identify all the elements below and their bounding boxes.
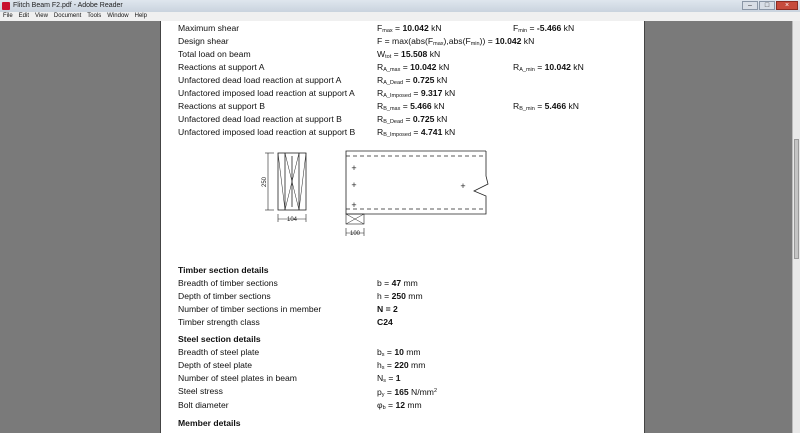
ib-sub: B_Imposed — [383, 132, 412, 138]
ra-max-eq: = — [400, 62, 411, 72]
timber-number-label: Number of timber sections in member — [178, 304, 322, 314]
close-button[interactable]: × — [776, 1, 798, 10]
ra-min-unit: kN — [570, 62, 584, 72]
tg-val: C24 — [377, 317, 393, 327]
ss-val: 165 — [394, 387, 409, 397]
total-load-label: Total load on beam — [178, 49, 251, 59]
title-bar — [0, 0, 800, 12]
bd-val: 12 — [395, 400, 405, 410]
dead-a-label: Unfactored dead load reaction at support A — [178, 75, 342, 85]
da-eq: = — [403, 75, 413, 85]
steel-stress-value — [377, 386, 437, 400]
max-shear-label: Maximum shear — [178, 23, 240, 33]
rb-max-sym: R — [377, 101, 384, 111]
db-sym: R — [377, 114, 384, 124]
ra-min-sym: R — [513, 62, 520, 72]
sn-eq: = — [385, 373, 396, 383]
menu-view[interactable]: View — [35, 13, 48, 19]
bd-sub: b — [382, 405, 386, 411]
fmax-value: 10.042 — [402, 23, 429, 33]
menu-edit[interactable]: Edit — [18, 13, 30, 19]
ss-sup: 2 — [433, 388, 438, 394]
ds-s2: min — [470, 41, 480, 47]
sb-eq: = — [384, 347, 395, 357]
timber-grade-value — [377, 317, 393, 327]
td-pre: h = — [377, 291, 392, 301]
ds-unit: kN — [521, 36, 535, 46]
fmin-sub: min — [518, 28, 528, 34]
ia-sub: A_Imposed — [383, 93, 412, 99]
max-shear-fmax — [377, 23, 442, 36]
ds-b: ),abs(F — [443, 36, 471, 46]
rb-min-sub: B_min — [519, 106, 535, 112]
scrollbar-thumb[interactable] — [794, 139, 799, 259]
sn-sym: N — [377, 373, 384, 383]
ra-max-sub: A_max — [383, 67, 401, 73]
adobe-reader-icon — [2, 2, 10, 10]
pdf-page — [160, 21, 645, 433]
react-b-max — [377, 101, 445, 114]
timber-heading: Timber section details — [178, 265, 269, 275]
fmin-symbol: F — [513, 23, 519, 33]
fmax-unit: kN — [428, 23, 442, 33]
menu-bar — [0, 12, 800, 21]
rb-min-sym: R — [513, 101, 520, 111]
ia-val: 9.317 — [420, 88, 443, 98]
react-a-min — [513, 62, 584, 75]
rb-max-eq: = — [400, 101, 411, 111]
tl-eq: = — [391, 49, 402, 59]
tb-val: 47 — [391, 278, 402, 288]
maximize-button[interactable]: □ — [759, 1, 775, 10]
tl-unit: kN — [427, 49, 441, 59]
db-unit: kN — [434, 114, 448, 124]
member-heading: Member details — [178, 418, 241, 428]
sn-val: 1 — [395, 373, 401, 383]
rb-min-eq: = — [534, 101, 545, 111]
design-shear-label: Design shear — [178, 36, 229, 46]
bd-unit: mm — [405, 400, 422, 410]
fmin-eq: = — [527, 23, 537, 33]
steel-depth-value — [377, 360, 425, 373]
da-sub: A_Dead — [383, 80, 404, 86]
imp-b-label: Unfactored imposed load reaction at support B — [178, 127, 356, 137]
ds-a: F = max(abs(F — [377, 36, 434, 46]
sb-val: 10 — [394, 347, 404, 357]
ia-unit: kN — [442, 88, 456, 98]
bolt-mark-4: + — [460, 181, 466, 191]
steel-breadth-label: Breadth of steel plate — [178, 347, 260, 357]
fmin-value: -5.466 — [536, 23, 562, 33]
timber-depth-value — [377, 291, 423, 301]
menu-window[interactable]: Window — [107, 13, 129, 19]
dead-b-value — [377, 114, 447, 127]
da-unit: kN — [434, 75, 448, 85]
td-unit: mm — [405, 291, 423, 301]
steel-stress-label: Steel stress — [178, 386, 223, 396]
da-val: 0.725 — [412, 75, 435, 85]
ds-val: 10.042 — [495, 36, 522, 46]
ss-sym: p — [377, 387, 382, 397]
menu-document[interactable]: Document — [53, 13, 82, 19]
dead-b-label: Unfactored dead load reaction at support B — [178, 114, 342, 124]
td-val: 250 — [391, 291, 406, 301]
timber-depth-label: Depth of timber sections — [178, 291, 271, 301]
steel-depth-label: Depth of steel plate — [178, 360, 253, 370]
ia-sym: R — [377, 88, 384, 98]
bolt-mark-1: + — [351, 180, 357, 190]
db-eq: = — [403, 114, 413, 124]
sb-sym: b — [377, 347, 382, 357]
imp-a-value — [377, 88, 455, 101]
beam-elevation — [346, 151, 488, 224]
react-b-min — [513, 101, 579, 114]
dim-104-text: 104 — [286, 217, 298, 223]
fmax-symbol: F — [377, 23, 383, 33]
tn-pre: N = — [377, 304, 393, 314]
sd-sub: s — [381, 365, 385, 371]
tl-val: 15.508 — [401, 49, 428, 59]
beam-section-diagram — [256, 146, 506, 241]
ss-sub: y — [381, 392, 385, 398]
document-viewer[interactable] — [0, 21, 792, 433]
timber-grade-label: Timber strength class — [178, 317, 260, 327]
fmax-sub: max — [382, 28, 393, 34]
bolt-mark-2: + — [351, 200, 357, 210]
sd-sym: h — [377, 360, 382, 370]
ra-min-val: 10.042 — [544, 62, 571, 72]
max-shear-fmin — [513, 23, 574, 36]
timber-breadth-label: Breadth of timber sections — [178, 278, 278, 288]
steel-number-label: Number of steel plates in beam — [178, 373, 297, 383]
bolt-mark-5: + — [351, 163, 357, 173]
total-load-value — [377, 49, 440, 62]
steel-number-value — [377, 373, 401, 386]
tl-sub: tot — [385, 54, 392, 60]
bolt-diameter-value — [377, 400, 422, 413]
rb-min-val: 5.466 — [544, 101, 567, 111]
bd-eq: = — [385, 400, 396, 410]
ra-max-unit: kN — [436, 62, 450, 72]
dim-250-text: 250 — [262, 176, 268, 188]
ra-min-sub: A_min — [519, 67, 535, 73]
ib-unit: kN — [442, 127, 456, 137]
db-val: 0.725 — [412, 114, 435, 124]
dead-a-value — [377, 75, 447, 88]
timber-number-value — [377, 304, 398, 314]
react-a-label: Reactions at support A — [178, 62, 265, 72]
react-a-max — [377, 62, 449, 75]
design-shear-value — [377, 36, 534, 49]
ra-max-sym: R — [377, 62, 384, 72]
react-b-label: Reactions at support B — [178, 101, 265, 111]
rb-min-unit: kN — [566, 101, 580, 111]
dim-100-text: 100 — [349, 231, 361, 237]
imp-a-label: Unfactored imposed load reaction at support A — [178, 88, 355, 98]
menu-file[interactable]: File — [3, 13, 13, 19]
window-controls — [742, 1, 798, 10]
sb-sub: s — [381, 352, 385, 358]
menu-tools[interactable]: Tools — [87, 13, 102, 19]
sd-val: 220 — [394, 360, 409, 370]
rb-max-unit: kN — [431, 101, 445, 111]
ds-s1: max — [433, 41, 444, 47]
ss-unit: N/mm — [408, 387, 434, 397]
tn-val: 2 — [393, 304, 398, 314]
sd-eq: = — [384, 360, 395, 370]
ss-eq: = — [384, 387, 395, 397]
da-sym: R — [377, 75, 384, 85]
fmin-unit: kN — [561, 23, 575, 33]
rb-max-sub: B_max — [383, 106, 401, 112]
sn-sub: s — [383, 378, 386, 384]
ia-eq: = — [411, 88, 421, 98]
rb-max-val: 5.466 — [410, 101, 432, 111]
ib-val: 4.741 — [420, 127, 443, 137]
bolt-diameter-label: Bolt diameter — [178, 400, 229, 410]
ib-sym: R — [377, 127, 384, 137]
tb-unit: mm — [401, 278, 418, 288]
window-title: Flitch Beam F2.pdf - Adobe Reader — [13, 2, 123, 9]
timber-breadth-value — [377, 278, 418, 288]
db-sub: B_Dead — [383, 119, 404, 125]
bd-sym: φ — [377, 400, 383, 410]
ra-min-eq: = — [534, 62, 545, 72]
ib-eq: = — [411, 127, 421, 137]
menu-help[interactable]: Help — [134, 13, 147, 19]
steel-breadth-value — [377, 347, 421, 360]
minimize-button[interactable]: – — [742, 1, 758, 10]
ds-c: )) = — [479, 36, 496, 46]
imp-b-value — [377, 127, 455, 140]
vertical-scrollbar[interactable] — [792, 21, 800, 433]
sd-unit: mm — [408, 360, 426, 370]
cross-section — [278, 153, 306, 210]
steel-heading: Steel section details — [178, 334, 261, 344]
sb-unit: mm — [403, 347, 421, 357]
fmax-eq: = — [392, 23, 403, 33]
tb-pre: b = — [377, 278, 392, 288]
ra-max-val: 10.042 — [410, 62, 437, 72]
tl-sym: W — [377, 49, 386, 59]
